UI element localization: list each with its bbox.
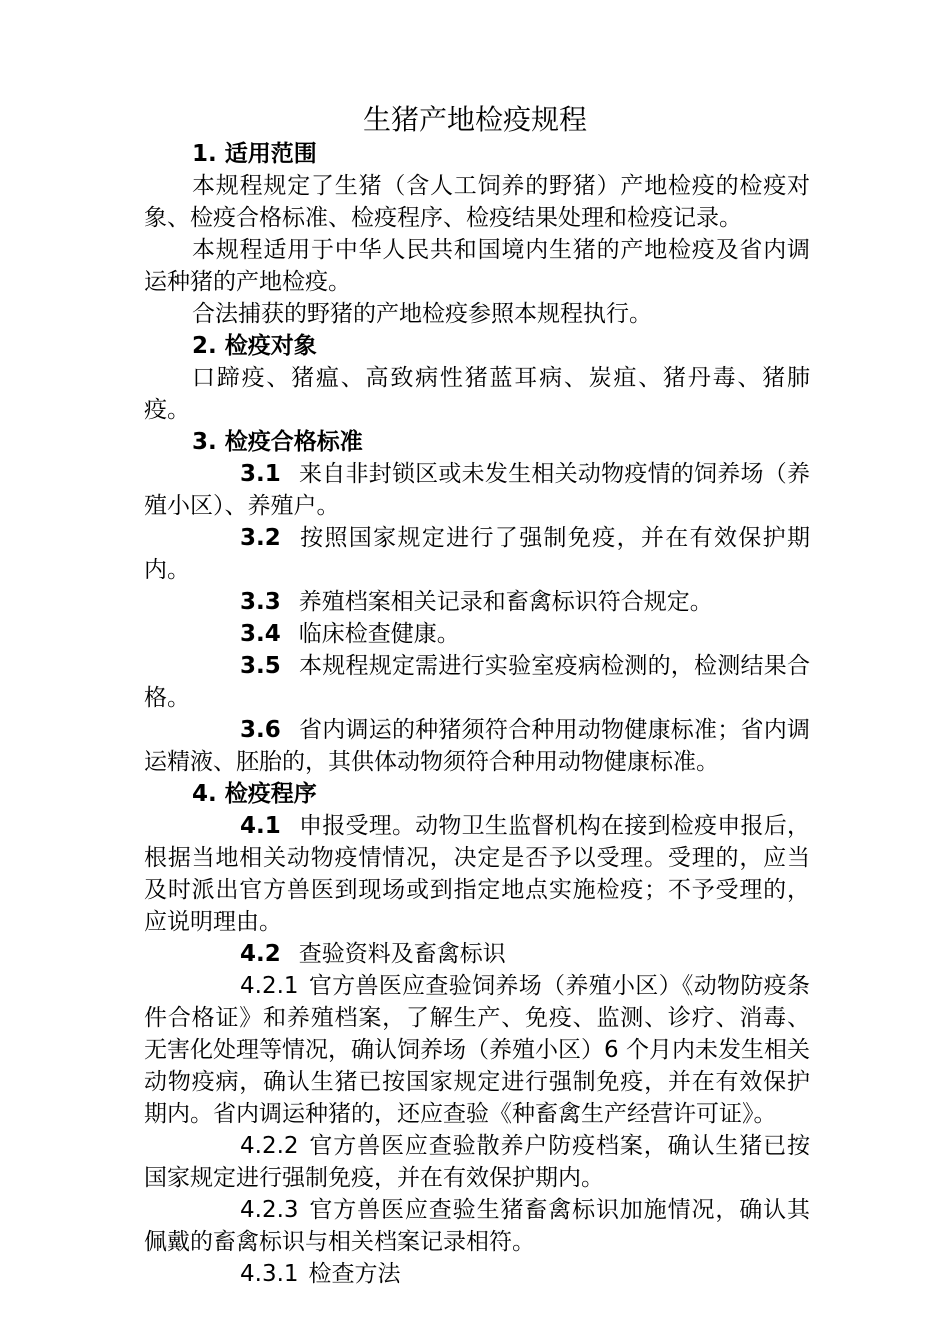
clause-text: 检查方法 bbox=[308, 1261, 401, 1287]
clause-4-3-1 bbox=[144, 1258, 810, 1290]
document-body bbox=[144, 138, 810, 1290]
paragraph-quarantine-objects: 口蹄疫、猪瘟、高致病性猪蓝耳病、炭疽、猪丹毒、猪肺疫。 bbox=[144, 365, 810, 423]
clause-number: 3.3 bbox=[240, 589, 281, 615]
clause-text: 临床检查健康。 bbox=[298, 621, 460, 647]
section-heading-2: 2. 检疫对象 bbox=[192, 333, 317, 359]
document-title: 生猪产地检疫规程 bbox=[362, 103, 587, 136]
clause-text: 查验资料及畜禽标识 bbox=[298, 941, 506, 967]
clause-text: 省内调运的种猪须符合种用动物健康标准；省内调运精液、胚胎的，其供体动物须符合种用动物健康标准。 bbox=[144, 717, 810, 775]
clause-text: 官方兽医应查验散养户防疫档案，确认生猪已按国家规定进行强制免疫，并在有效保护期内。 bbox=[144, 1133, 810, 1191]
clause-number: 3.2 bbox=[240, 525, 281, 551]
clause-4-2-2 bbox=[144, 1130, 810, 1194]
section-heading-3: 3. 检疫合格标准 bbox=[192, 429, 363, 455]
clause-number: 4.3.1 bbox=[240, 1261, 299, 1287]
clause-text: 申报受理。动物卫生监督机构在接到检疫申报后，根据当地相关动物疫情情况，决定是否予以受理。受理的，应当及时派出官方兽医到现场或到指定地点实施检疫；不予受理的，应说明理由。 bbox=[144, 813, 810, 935]
clause-4-2 bbox=[144, 938, 810, 970]
clause-3-6 bbox=[144, 714, 810, 778]
paragraph-scope-3: 合法捕获的野猪的产地检疫参照本规程执行。 bbox=[192, 301, 652, 327]
clause-number: 4.2 bbox=[240, 941, 281, 967]
clause-number: 3.1 bbox=[240, 461, 281, 487]
paragraph-scope-1: 本规程规定了生猪（含人工饲养的野猪）产地检疫的检疫对象、检疫合格标准、检疫程序、检疫结果处理和检疫记录。 bbox=[144, 173, 810, 231]
clause-3-1 bbox=[144, 458, 810, 522]
clause-text: 养殖档案相关记录和畜禽标识符合规定。 bbox=[298, 589, 713, 615]
clause-4-2-1 bbox=[144, 970, 810, 1130]
clause-4-2-3 bbox=[144, 1194, 810, 1258]
section-heading-1: 1. 适用范围 bbox=[192, 141, 317, 167]
clause-4-1 bbox=[144, 810, 810, 938]
clause-number: 4.2.2 bbox=[240, 1133, 299, 1159]
clause-3-5 bbox=[144, 650, 810, 714]
clause-text: 官方兽医应查验饲养场（养殖小区）《动物防疫条件合格证》和养殖档案，了解生产、免疫、监测、诊疗、消毒、无害化处理等情况，确认饲养场（养殖小区）6 个月内未发生相关动物疫病，确认生猪已按国家规定进行强制免疫，并在有效保护期内。省内调运种猪的，还应查验《种畜禽生产经营许可证》。 bbox=[144, 973, 810, 1127]
clause-text: 按照国家规定进行了强制免疫，并在有效保护期内。 bbox=[144, 525, 810, 583]
clause-text: 官方兽医应查验生猪畜禽标识加施情况，确认其佩戴的畜禽标识与相关档案记录相符。 bbox=[144, 1197, 810, 1255]
clause-number: 3.5 bbox=[240, 653, 281, 679]
clause-3-4 bbox=[144, 618, 810, 650]
clause-number: 4.2.3 bbox=[240, 1197, 299, 1223]
paragraph-scope-2: 本规程适用于中华人民共和国境内生猪的产地检疫及省内调运种猪的产地检疫。 bbox=[144, 237, 810, 295]
clause-3-3 bbox=[144, 586, 810, 618]
clause-number: 4.1 bbox=[240, 813, 281, 839]
clause-number: 3.6 bbox=[240, 717, 281, 743]
section-heading-4: 4. 检疫程序 bbox=[192, 781, 317, 807]
clause-number: 4.2.1 bbox=[240, 973, 299, 999]
clause-number: 3.4 bbox=[240, 621, 281, 647]
clause-text: 来自非封锁区或未发生相关动物疫情的饲养场（养殖小区）、养殖户。 bbox=[144, 461, 810, 519]
clause-3-2 bbox=[144, 522, 810, 586]
clause-text: 本规程规定需进行实验室疫病检测的，检测结果合格。 bbox=[144, 653, 810, 711]
